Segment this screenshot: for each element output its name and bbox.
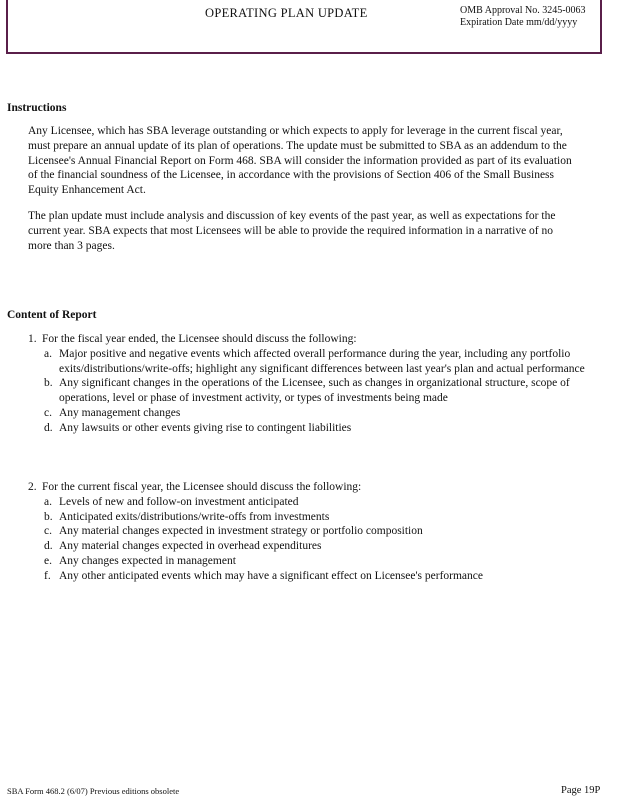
subitem-text: Any material changes expected in investment strategy or portfolio composition bbox=[59, 525, 423, 538]
subitem-letter: e. bbox=[44, 554, 52, 567]
form-title: OPERATING PLAN UPDATE bbox=[205, 6, 368, 20]
subitem-text: Any management changes bbox=[59, 406, 181, 419]
report-item-list-1 bbox=[28, 332, 588, 436]
report-subitem bbox=[42, 569, 588, 584]
report-subitem bbox=[42, 539, 588, 554]
subitem-letter: d. bbox=[44, 540, 53, 553]
report-subitem bbox=[42, 554, 588, 569]
instructions-heading: Instructions bbox=[7, 102, 67, 114]
subitem-text: Levels of new and follow-on investment anticipated bbox=[59, 495, 299, 508]
subitem-letter: a. bbox=[44, 495, 52, 508]
subitem-letter: d. bbox=[44, 421, 53, 434]
subitem-letter: b. bbox=[44, 377, 53, 390]
report-item-text: For the current fiscal year, the Licensee should discuss the following: bbox=[42, 481, 362, 493]
subitem-letter: b. bbox=[44, 510, 53, 523]
subitem-text: Any other anticipated events which may have a significant effect on Licensee's performance bbox=[59, 569, 483, 582]
content-of-report-heading: Content of Report bbox=[7, 309, 97, 321]
form-header-box bbox=[6, 0, 602, 54]
report-subitem-list bbox=[42, 347, 588, 436]
subitem-text: Any material changes expected in overhead expenditures bbox=[59, 540, 322, 553]
subitem-letter: f. bbox=[44, 569, 51, 582]
report-subitem bbox=[42, 347, 588, 377]
report-subitem-list bbox=[42, 495, 588, 584]
report-subitem bbox=[42, 421, 588, 436]
expiration-date: Expiration Date mm/dd/yyyy bbox=[460, 17, 578, 28]
subitem-text: Any changes expected in management bbox=[59, 554, 236, 567]
subitem-letter: c. bbox=[44, 406, 52, 419]
subitem-text: Anticipated exits/distributions/write-offs from investments bbox=[59, 510, 330, 523]
instructions-paragraph-1: Any Licensee, which has SBA leverage outstanding or which expects to apply for leverage in the current fiscal year, must prepare an annual update of its plan of operations. The update must be submitted to SBA as an addendum to the Licensee's Annual Financial Report on Form 468. SBA will consider the information provided as part of its evaluation of the financial soundness of the Licensee, in accordance with the provisions of Section 406 of the Small Business Equity Enhancement Act. bbox=[28, 125, 572, 197]
subitem-text: Any significant changes in the operations of the Licensee, such as changes in organizational structure, scope of operations, level or phase of investment activity, or types of investments being made bbox=[59, 377, 570, 405]
report-subitem bbox=[42, 406, 588, 421]
report-item-text: For the fiscal year ended, the Licensee should discuss the following: bbox=[42, 333, 357, 345]
subitem-text: Major positive and negative events which affected overall performance during the year, including any portfolio exits/distributions/write-offs; highlight any significant differences between last year's plan and actual performance bbox=[59, 347, 585, 375]
report-item bbox=[28, 332, 588, 436]
report-subitem bbox=[42, 376, 588, 406]
instructions-paragraph-2: The plan update must include analysis and discussion of key events of the past year, as well as expectations for the current year. SBA expects that most Licensees will be able to provide the required information in a narrative of no more than 3 pages. bbox=[28, 210, 556, 252]
form-footer-info: SBA Form 468.2 (6/07) Previous editions obsolete bbox=[7, 786, 180, 796]
report-item-number: 1. bbox=[28, 333, 37, 345]
subitem-letter: a. bbox=[44, 347, 52, 360]
report-item-list-2 bbox=[28, 480, 588, 584]
report-subitem bbox=[42, 495, 588, 510]
subitem-letter: c. bbox=[44, 525, 52, 538]
subitem-text: Any lawsuits or other events giving rise to contingent liabilities bbox=[59, 421, 352, 434]
page-number: Page 19P bbox=[561, 785, 601, 796]
report-subitem bbox=[42, 510, 588, 525]
omb-approval-number: OMB Approval No. 3245-0063 bbox=[460, 5, 586, 16]
report-item bbox=[28, 480, 588, 584]
report-item-number: 2. bbox=[28, 481, 37, 493]
omb-approval-block bbox=[460, 5, 586, 29]
report-subitem bbox=[42, 524, 588, 539]
